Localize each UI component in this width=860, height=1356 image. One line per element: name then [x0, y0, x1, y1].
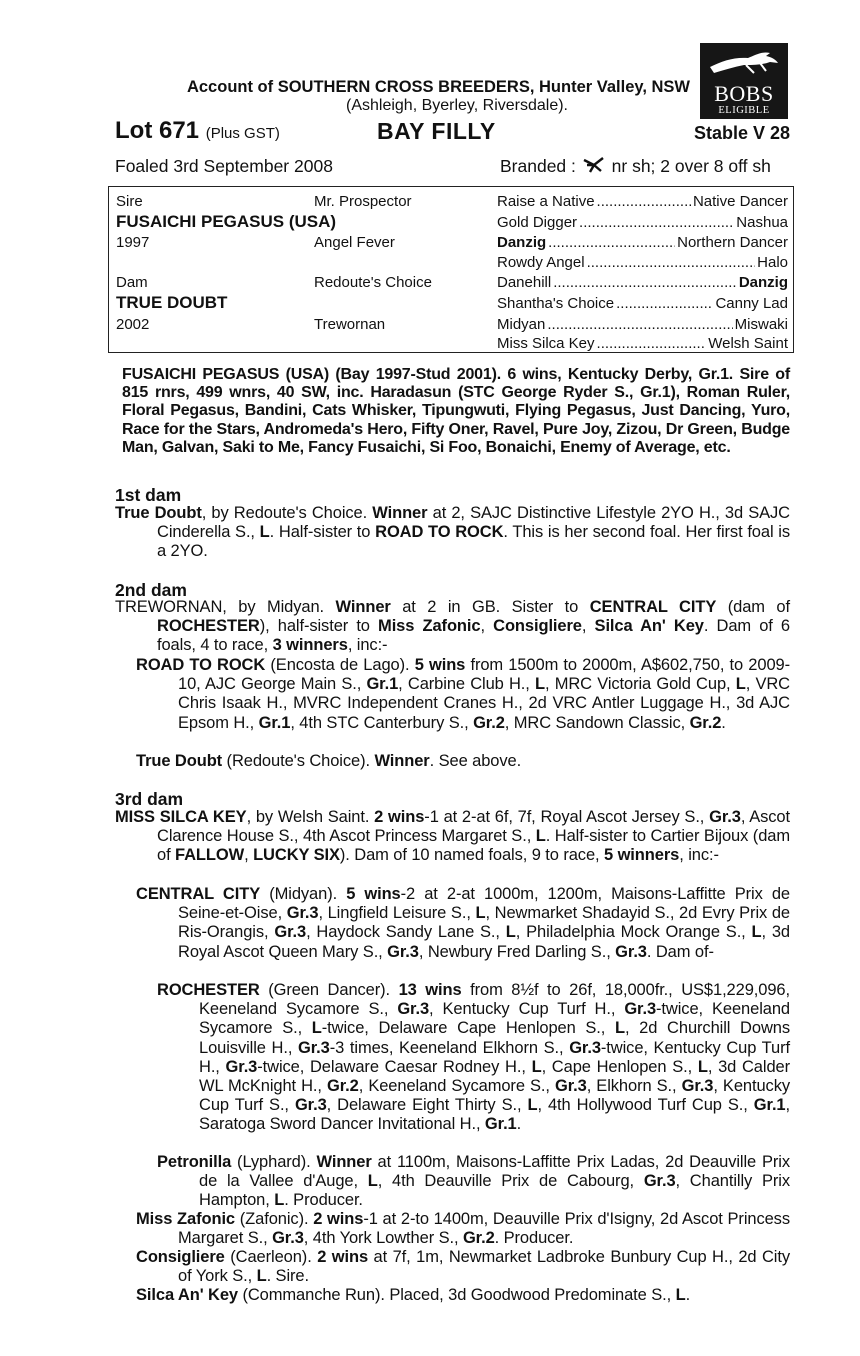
- pedigree-row: Gold Digger ..... Nashua: [497, 214, 788, 231]
- first-dam-heading: 1st dam: [115, 485, 182, 505]
- progeny-consigliere: Consigliere (Caerleon). 2 wins at 7f, 1m, Newmarket Ladbroke Bunbury Cup H., 2d City of York S., L. Sire.: [136, 1248, 790, 1286]
- pedigree-row: Miss Silca Key ..... Welsh Saint: [497, 335, 788, 352]
- brand-mark-icon: [581, 156, 607, 174]
- brand-info: Branded : nr sh; 2 over 8 off sh: [500, 156, 771, 176]
- first-dam-text: True Doubt, by Redoute's Choice. Winner at 2, SAJC Distinctive Lifestyle 2YO H., 3d SAJC Cinderella S., L. Half-sister to ROAD TO ROCK. This is her second foal. Her first foal is a 2YO.: [115, 504, 791, 561]
- progeny-silca-an-key: Silca An' Key (Commanche Run). Placed, 3d Goodwood Predominate S., L.: [136, 1286, 691, 1304]
- progeny-rochester: ROCHESTER (Green Dancer). 13 wins from 8½f to 26f, 18,000fr., US$1,229,096, Keeneland Sycamore S., Gr.3, Kentucky Cup Turf H., Gr.3-twice, Keeneland Sycamore S., L-twice, Delaware Cape Henlopen S., L, 2d Churchill Downs Louisville H., Gr.3-3 times, Keeneland Elkhorn S., Gr.3-twice, Kentucky Cup Turf H., Gr.3-twice, Delaware Caesar Rodney H., L, Cape Henlopen S., L, 3d Calder WL McKnight H., Gr.2, Keeneland Sycamore S., Gr.3, Elkhorn S., Gr.3, Kentucky Cup Turf S., Gr.3, Delaware Eight Thirty S., L, 4th Hollywood Turf Cup S., Gr.1, Saratoga Sword Dancer Invitational H., Gr.1.: [157, 981, 790, 1134]
- pedigree-row: Shantha's Choice ..... Canny Lad: [497, 295, 788, 312]
- pedigree-row: Danzig ..... Northern Dancer: [497, 234, 788, 251]
- progeny-central-city: CENTRAL CITY (Midyan). 5 wins-2 at 2-at 1000m, 1200m, Maisons-Laffitte Prix de Seine-et-Oise, Gr.3, Lingfield Leisure S., L, Newmarket Shadayid S., 2d Evry Prix de Ris-Orangis, Gr.3, Haydock Sandy Lane S., L, Philadelphia Mock Orange S., L, 3d Royal Ascot Queen Mary S., Gr.3, Newbury Fred Darling S., Gr.3. Dam of-: [136, 885, 790, 961]
- pedigree-row: Midyan ..... Miswaki: [497, 316, 788, 333]
- progeny-petronilla: Petronilla (Lyphard). Winner at 1100m, Maisons-Laffitte Prix Ladas, 2d Deauville Prix de la Vallee d'Auge, L, 4th Deauville Prix de Cabourg, Gr.3, Chantilly Prix Hampton, L. Producer.: [157, 1153, 790, 1210]
- third-dam-heading: 3rd dam: [115, 789, 184, 809]
- dam-dam: Trewornan: [314, 316, 386, 333]
- sire-dam: Angel Fever: [314, 234, 395, 251]
- second-dam-text: TREWORNAN, by Midyan. Winner at 2 in GB. Sister to CENTRAL CITY (dam of ROCHESTER), half-sister to Miss Zafonic, Consigliere, Silca An' Key. Dam of 6 foals, 4 to race, 3 winners, inc:-: [115, 598, 791, 655]
- progeny-road-to-rock: ROAD TO ROCK (Encosta de Lago). 5 wins from 1500m to 2000m, A$602,750, to 2009-10, AJC George Main S., Gr.1, Carbine Club H., L, MRC Victoria Gold Cup, L, VRC Chris Isaak H., MVRC Independent Cranes H., 2d VRC Antler Luggage H., 3d AJC Epsom H., Gr.1, 4th STC Canterbury S., Gr.2, MRC Sandown Classic, Gr.2.: [136, 656, 791, 732]
- lot-line: [115, 117, 790, 151]
- lot-sex: BAY FILLY: [377, 118, 496, 144]
- pedigree-row: Raise a Native ..... Native Dancer: [497, 193, 788, 210]
- dam-name: TRUE DOUBT: [116, 293, 228, 312]
- second-dam-heading: 2nd dam: [115, 580, 187, 600]
- sire-summary: FUSAICHI PEGASUS (USA) (Bay 1997-Stud 2001). 6 wins, Kentucky Derby, Gr.1. Sire of 815 rnrs, 499 wnrs, 40 SW, inc. Haradasun (STC George Ryder S., Gr.1), Roman Ruler, Floral Pegasus, Bandini, Cats Whisker, Tipungwuti, Flying Pegasus, Just Dancing, Yuro, Race for the Stars, Andromeda's Hero, Fifty Oner, Ravel, Pure Joy, Zizou, Dr Green, Budge Man, Galvan, Saki to Me, Fancy Fusaichi, Si Foo, Bonaichi, Enemy of Average, etc.: [122, 366, 790, 456]
- foaled-date: Foaled 3rd September 2008: [115, 156, 333, 176]
- bobs-eligible-logo: BOBS ELIGIBLE: [700, 43, 788, 119]
- sire-sire: Mr. Prospector: [314, 193, 412, 210]
- lot-number: Lot 671 (Plus GST): [115, 117, 280, 144]
- sire-label: Sire: [116, 193, 143, 210]
- horse-logo-icon: [700, 43, 788, 83]
- third-dam-text: MISS SILCA KEY, by Welsh Saint. 2 wins-1 at 2-at 6f, 7f, Royal Ascot Jersey S., Gr.3, Ascot Clarence House S., 4th Ascot Princess Margaret S., L. Half-sister to Cartier Bijoux (dam of FALLOW, LUCKY SIX). Dam of 10 named foals, 9 to race, 5 winners, inc:-: [115, 808, 790, 865]
- progeny-miss-zafonic: Miss Zafonic (Zafonic). 2 wins-1 at 2-to 1400m, Deauville Prix d'Isigny, 2d Ascot Princess Margaret S., Gr.3, 4th York Lowther S., Gr.2. Producer.: [136, 1210, 790, 1248]
- dam-label: Dam: [116, 274, 148, 291]
- stable-location: Stable V 28: [693, 123, 790, 143]
- vendor-studs: (Ashleigh, Byerley, Riversdale).: [345, 97, 568, 114]
- dam-sire: Redoute's Choice: [314, 274, 432, 291]
- sire-year: 1997: [116, 234, 150, 251]
- pedigree-row: Rowdy Angel ..... Halo: [497, 254, 788, 271]
- dam-year: 2002: [116, 316, 150, 333]
- sire-name: FUSAICHI PEGASUS (USA): [116, 212, 337, 231]
- pedigree-table: [108, 186, 794, 353]
- progeny-true-doubt: True Doubt (Redoute's Choice). Winner. See above.: [136, 752, 522, 770]
- vendor-account: Account of SOUTHERN CROSS BREEDERS, Hunter Valley, NSW: [186, 78, 690, 96]
- pedigree-row: Danehill ..... Danzig: [497, 274, 788, 291]
